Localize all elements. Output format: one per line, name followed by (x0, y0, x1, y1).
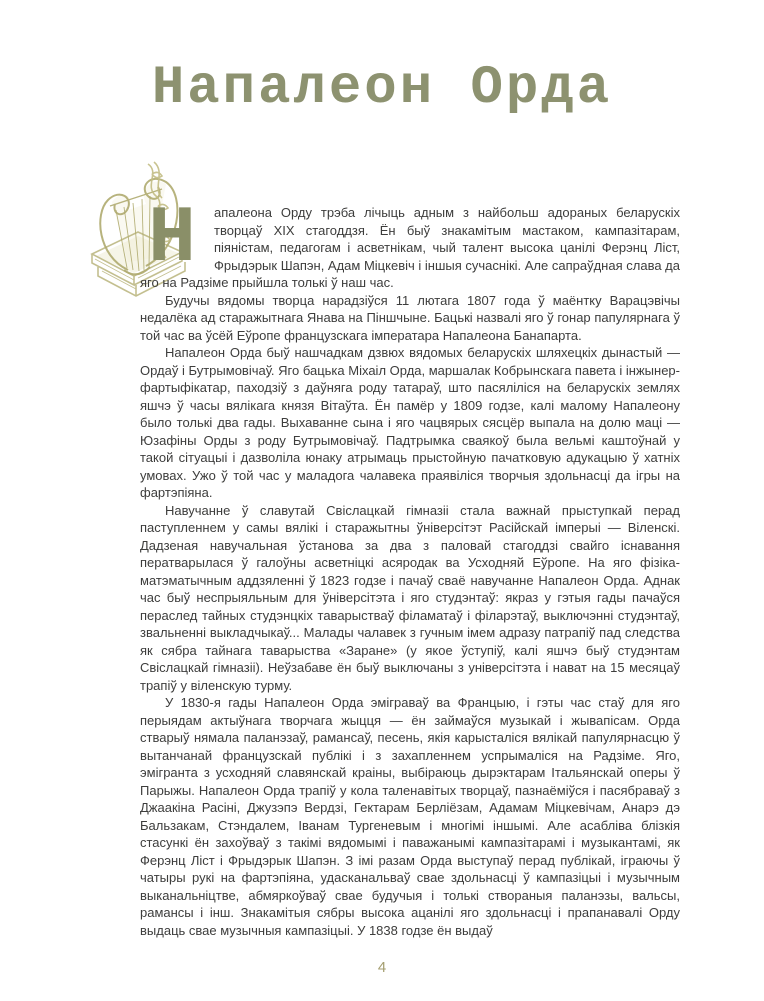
paragraph-2: Будучы вядомы творца нарадзіўся 11 лютага 1807 года ў маёнтку Варацэвічы недалёка ад старажытнага Янава на Піншчыне. Бацькі назвалі яго ў гонар папулярнага ў той час ва ўсёй Еўропе французскага імператара Напалеона Банапарта. (140, 292, 680, 343)
paragraph-5: У 1830-я гады Напалеон Орда эміграваў ва Францыю, і гэты час стаў для яго перыядам актыўнага творчага жыцця — ён займаўся музыкай і жывапісам. Орда стварыў нямала паланэзаў, рамансаў, песень, якія карысталіся вялікай папулярнасцю ў вытанчанай французскай публікі і з захапленнем успрымаліся на Радзіме. Яго, эмігранта з усходняй славянскай краіны, выбіраюць дырэктарам Італьянскай оперы ў Парыжы. Напалеон Орда трапіў у кола таленавітых творцаў, пазнаёміўся і пасябраваў з Джаакіна Расіні, Джузэпэ Вердзі, Гектарам Берліёзам, Адамам Міцкевічам, Анарэ дэ Бальзакам, Стэндалем, Іванам Тургеневым і многімі іншымі. Але асабліва блізкія стасункі ён захоўваў з такімі вядомымі і паважанымі кампазітарамі і музыкантамі, як Ферэнц Ліст і Фрыдэрык Шапэн. З імі разам Орда выступаў перад публікай, іграючы ў чатыры рукі на фартэпіяна, удасканальваў свае здольнасці ў кампазіцыі і музычным выканальніцтве, абмяркоўваў свае будучыя і толькі створаныя паланэзы, вальсы, рамансы і інш. Знакамітыя сябры высока ацанілі яго здольнасці і прапанавалі Орду выдаць свае музычныя кампазіцыі. У 1838 годзе ён выдаў (140, 695, 680, 938)
page-number: 4 (377, 959, 387, 977)
paragraph-1-text: апалеона Орду трэба лічыць адным з найбольш адораных беларускіх творцаў XIX стагоддзя. Ён быў знакамітым мастаком, кампазітарам, піяністам, педагогам і асветнікам, чый талент высока цанілі Ферэнц Ліст, Фрыдэрык Шапэн, Адам Міцкевіч і іншыя сучаснікі. Але сапраўдная слава да яго на Радзіме прыйшла толькі ў наш час. (140, 205, 680, 291)
paragraph-4: Навучанне ў славутай Свіслацкай гімназіі стала важнай прыступкай перад паступленнем у самы вялікі і старажытны ўніверсітэт Расійскай імперыі — Віленскі. Дадзеная навучальная ўстанова за два з паловай стагоддзі свайго існавання ператварылася ў галоўны асветніцкі асяродак ва Усходняй Еўропе. На яго фізіка-матэматычным аддзяленні ў 1823 годзе і пачаў сваё навучанне Напалеон Орда. Аднак час быў неспрыяльным для ўніверсітэта і яго студэнтаў: якраз у гэтыя гады пачаўся пераслед тайных студэнцкіх таварыстваў філаматаў і філарэтаў, выключэнні студэнтаў, звальненні выкладчыкаў... Малады чалавек з гучным імем адразу патрапіў пад следства як сябра тайнага таварыства «Заране» (у якое ўступіў, калі яшчэ быў студэнтам Свіслацкай гімназіі). Неўзабаве ён быў выключаны з універсітэта і нават на 15 месяцаў трапіў у віленскую турму. (140, 502, 680, 693)
paragraph-3: Напалеон Орда быў нашчадкам дзвюх вядомых беларускіх шляхецкіх дынастый — Ордаў і Бутрымовічаў. Яго бацька Міхаіл Орда, маршалак Кобрынскага павета і інжынер-фартыфікатар, паходзіў з даўняга роду татараў, што пасяліліся на беларускіх землях яшчэ ў часы вялікага князя Вітаўта. Ён памёр у 1809 годзе, калі малому Напалеону было толькі два гады. Выхаванне сына і яго чацвярых сясцёр выпала на долю маці — Юзафіны Орды з роду Бутрымовічаў. Падтрымка сваякоў была вельмі каштоўнай у такой сітуацыі і дазволіла юнаку атрымаць прыстойную пачатковую адукацыю ў хатніх умовах. Ужо ў той час у маладога чалавека праявіліся творчыя здольнасці да ігры на фартэпіяна. (140, 345, 680, 501)
drop-cap-block (140, 194, 214, 286)
page-title: Напалеон Орда (151, 58, 613, 119)
drop-cap-letter: Н (148, 194, 197, 286)
body-text (140, 194, 680, 939)
paragraph-1 (140, 194, 680, 292)
